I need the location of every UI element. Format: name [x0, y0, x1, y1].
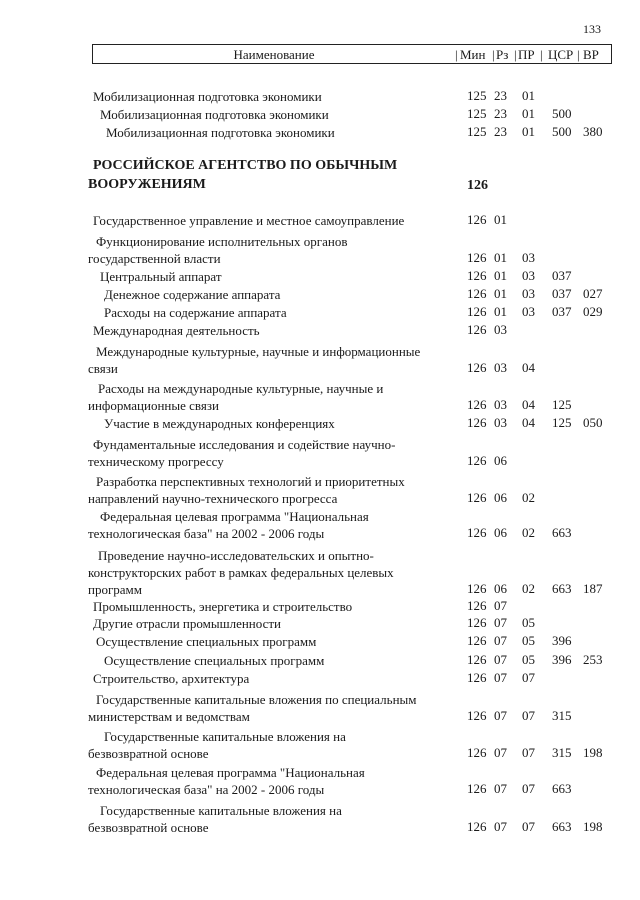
- header-divider: |: [577, 47, 580, 62]
- row-code-rz: 01: [494, 268, 507, 283]
- row-name-line: Государственные капитальные вложения на: [100, 803, 342, 818]
- row-code-vr: 380: [583, 124, 603, 139]
- row-code-rz: 07: [494, 745, 507, 760]
- row-code-min: 126: [467, 304, 487, 319]
- row-code-csr: 396: [552, 633, 572, 648]
- row-code-vr: 029: [583, 304, 603, 319]
- row-name-line: безвозвратной основе: [88, 820, 209, 835]
- row-code-pr: 07: [522, 708, 535, 723]
- row-code-vr: 187: [583, 581, 603, 596]
- header-vr: ВР: [583, 47, 599, 62]
- row-code-csr: 396: [552, 652, 572, 667]
- row-code-min: 126: [467, 322, 487, 337]
- row-code-pr: 02: [522, 581, 535, 596]
- row-name-line: Фундаментальные исследования и содействие научно-: [93, 437, 396, 452]
- row-code-csr: 037: [552, 286, 572, 301]
- row-code-min: 126: [467, 268, 487, 283]
- row-code-min: 125: [467, 124, 487, 139]
- row-name-line: Государственные капитальные вложения по специальным: [96, 692, 417, 707]
- row-code-pr: 01: [522, 88, 535, 103]
- row-name-line: Международная деятельность: [93, 323, 260, 338]
- row-code-min: 126: [467, 286, 487, 301]
- row-name-line: технологическая база" на 2002 - 2006 годы: [88, 526, 325, 541]
- row-code-rz: 01: [494, 286, 507, 301]
- row-code-pr: 04: [522, 360, 535, 375]
- row-code-csr: 500: [552, 124, 572, 139]
- row-name-line: Федеральная целевая программа "Национальная: [96, 765, 365, 780]
- row-name-line: Промышленность, энергетика и строительство: [93, 599, 353, 614]
- row-name-line: Осуществление специальных программ: [96, 634, 317, 649]
- row-code-rz: 03: [494, 397, 507, 412]
- row-code-pr: 03: [522, 250, 535, 265]
- row-code-rz: 23: [494, 88, 507, 103]
- row-code-min: 126: [467, 745, 487, 760]
- row-name-line: министерствам и ведомствам: [88, 709, 250, 724]
- row-code-rz: 06: [494, 525, 507, 540]
- row-name-line: программ: [88, 582, 143, 597]
- row-code-rz: 07: [494, 708, 507, 723]
- row-code-vr: 198: [583, 745, 603, 760]
- row-code-min: 126: [467, 598, 487, 613]
- row-code-min: 126: [467, 633, 487, 648]
- row-code-rz: 01: [494, 212, 507, 227]
- row-name-line: Федеральная целевая программа "Национальная: [100, 509, 369, 524]
- row-code-pr: 07: [522, 670, 535, 685]
- row-name-line: Расходы на содержание аппарата: [104, 305, 287, 320]
- row-code-rz: 07: [494, 819, 507, 834]
- row-code-rz: 23: [494, 106, 507, 121]
- row-code-min: 126: [467, 250, 487, 265]
- row-code-pr: 04: [522, 415, 535, 430]
- row-code-rz: 01: [494, 250, 507, 265]
- row-code-pr: 03: [522, 304, 535, 319]
- row-name-line: информационные связи: [88, 398, 219, 413]
- row-name-line: безвозвратной основе: [88, 746, 209, 761]
- row-name-line: конструкторских работ в рамках федеральных целевых: [88, 565, 394, 580]
- page-number: 133: [583, 22, 601, 36]
- row-name-line: Мобилизационная подготовка экономики: [106, 125, 335, 140]
- row-name-line: Проведение научно-исследовательских и опытно-: [98, 548, 374, 563]
- row-code-min: 126: [467, 453, 487, 468]
- row-name-line: Участие в международных конференциях: [104, 416, 335, 431]
- row-code-rz: 06: [494, 453, 507, 468]
- row-code-csr: 663: [552, 581, 572, 596]
- row-code-csr: 663: [552, 781, 572, 796]
- row-code-rz: 01: [494, 304, 507, 319]
- row-code-pr: 07: [522, 819, 535, 834]
- row-code-min: 126: [467, 525, 487, 540]
- row-code-csr: 125: [552, 397, 572, 412]
- row-code-pr: 05: [522, 615, 535, 630]
- row-code-rz: 07: [494, 652, 507, 667]
- header-min: Мин: [460, 47, 486, 62]
- row-code-rz: 07: [494, 670, 507, 685]
- row-code-csr: 500: [552, 106, 572, 121]
- header-csr: ЦСР: [548, 47, 574, 62]
- header-pr: ПР: [518, 47, 535, 62]
- row-code-vr: 253: [583, 652, 603, 667]
- row-code-rz: 07: [494, 615, 507, 630]
- row-name-line: направлений научно-технического прогресса: [88, 491, 338, 506]
- row-code-min: 126: [467, 615, 487, 630]
- header-divider: |: [540, 47, 543, 62]
- row-code-rz: 23: [494, 124, 507, 139]
- row-code-pr: 05: [522, 633, 535, 648]
- row-code-csr: 125: [552, 415, 572, 430]
- row-code-min: 126: [467, 360, 487, 375]
- row-code-vr: 050: [583, 415, 603, 430]
- row-code-pr: 05: [522, 652, 535, 667]
- row-code-csr: 663: [552, 525, 572, 540]
- row-code-vr: 027: [583, 286, 603, 301]
- row-name-line: Центральный аппарат: [100, 269, 222, 284]
- row-code-pr: 07: [522, 781, 535, 796]
- row-code-csr: 037: [552, 304, 572, 319]
- row-code-min: 126: [467, 397, 487, 412]
- row-code-min: 126: [467, 670, 487, 685]
- row-code-min: 126: [467, 781, 487, 796]
- row-code-min: 126: [467, 708, 487, 723]
- header-divider: |: [514, 47, 517, 62]
- row-name-line: Государственное управление и местное самоуправление: [93, 213, 405, 228]
- row-code-csr: 315: [552, 708, 572, 723]
- row-code-min: 126: [467, 581, 487, 596]
- row-code-vr: 198: [583, 819, 603, 834]
- header-divider: |: [455, 47, 458, 62]
- row-code-rz: 06: [494, 490, 507, 505]
- row-code-min: 125: [467, 88, 487, 103]
- row-code-csr: 663: [552, 819, 572, 834]
- row-name-line: Осуществление специальных программ: [104, 653, 325, 668]
- row-code-min: 125: [467, 106, 487, 121]
- row-name-line: Расходы на международные культурные, научные и: [98, 381, 384, 396]
- row-code-rz: 07: [494, 781, 507, 796]
- row-code-pr: 02: [522, 525, 535, 540]
- row-code-rz: 03: [494, 360, 507, 375]
- row-name-line: Разработка перспективных технологий и приоритетных: [96, 474, 405, 489]
- row-code-min: 126: [467, 819, 487, 834]
- row-code-rz: 06: [494, 581, 507, 596]
- header-rz: Рз: [496, 47, 509, 62]
- row-code-min: 126: [467, 415, 487, 430]
- row-code-min: 126: [467, 490, 487, 505]
- row-name-line: Мобилизационная подготовка экономики: [93, 89, 322, 104]
- row-code-csr: 037: [552, 268, 572, 283]
- row-code-pr: 07: [522, 745, 535, 760]
- row-name-line: Мобилизационная подготовка экономики: [100, 107, 329, 122]
- row-name-line: Другие отрасли промышленности: [93, 616, 281, 631]
- row-name-line: техническому прогрессу: [88, 454, 224, 469]
- row-code-rz: 07: [494, 633, 507, 648]
- row-name-line: Строительство, архитектура: [93, 671, 250, 686]
- row-code-min: 126: [467, 178, 488, 193]
- row-code-rz: 03: [494, 322, 507, 337]
- row-code-pr: 03: [522, 286, 535, 301]
- row-code-rz: 03: [494, 415, 507, 430]
- row-code-pr: 03: [522, 268, 535, 283]
- row-code-pr: 01: [522, 106, 535, 121]
- row-code-min: 126: [467, 212, 487, 227]
- row-name-line: связи: [88, 361, 118, 376]
- row-name-line: ВООРУЖЕНИЯМ: [88, 177, 206, 192]
- row-code-pr: 04: [522, 397, 535, 412]
- row-name-line: Денежное содержание аппарата: [104, 287, 281, 302]
- header-divider: |: [492, 47, 495, 62]
- row-name-line: Международные культурные, научные и информационные: [96, 344, 421, 359]
- row-name-line: Функционирование исполнительных органов: [96, 234, 348, 249]
- row-name-line: государственной власти: [88, 251, 221, 266]
- row-code-pr: 02: [522, 490, 535, 505]
- row-name-line: Государственные капитальные вложения на: [104, 729, 346, 744]
- row-code-csr: 315: [552, 745, 572, 760]
- row-name-line: технологическая база" на 2002 - 2006 годы: [88, 782, 325, 797]
- header-name: Наименование: [233, 47, 315, 62]
- row-code-rz: 07: [494, 598, 507, 613]
- row-name-line: РОССИЙСКОЕ АГЕНТСТВО ПО ОБЫЧНЫМ: [93, 158, 398, 173]
- row-code-min: 126: [467, 652, 487, 667]
- row-code-pr: 01: [522, 124, 535, 139]
